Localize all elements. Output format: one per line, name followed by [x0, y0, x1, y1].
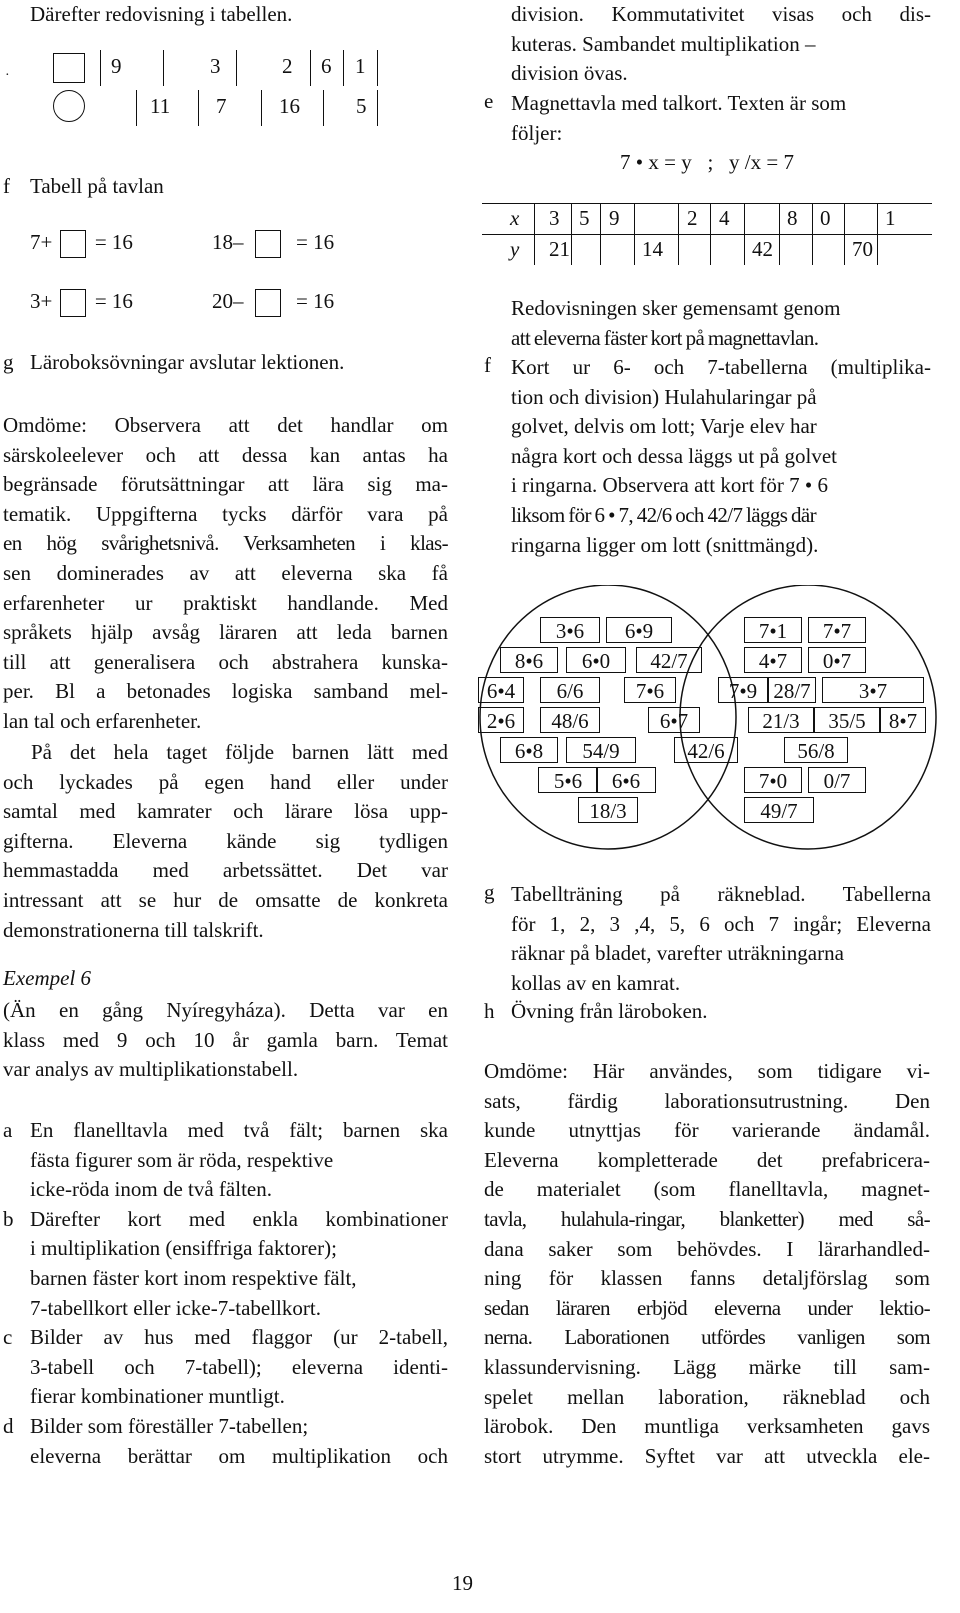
text-line: ning för klassen fanns detaljförslag som [484, 1266, 930, 1291]
venn-card: 42/7 [636, 647, 702, 673]
venn-card: 6•7 [648, 707, 700, 733]
venn-card: 0•7 [808, 647, 866, 673]
equation-right: = 16 [296, 230, 335, 254]
equation-left: 20– [212, 289, 244, 313]
venn-card: 18/3 [578, 797, 638, 823]
venn-card: 49/7 [744, 797, 814, 823]
text-line: spelet mellan laboration, räkneblad och [484, 1384, 930, 1409]
grid-divider [163, 50, 164, 86]
text-line: samtal med kamrater och lärare lösa upp- [3, 799, 448, 824]
text-line: sats, färdig laborationsutrustning. Den [484, 1088, 930, 1113]
venn-card: 6•0 [566, 647, 626, 673]
table-divider [571, 203, 572, 265]
venn-card: 6•9 [606, 617, 672, 643]
formula: 7 • x = y ; y /x = 7 [620, 150, 794, 174]
blank-box [60, 289, 86, 317]
table-divider [534, 203, 535, 265]
grid-divider [343, 50, 344, 86]
x-label: x [510, 206, 520, 230]
redovisning-paragraph [511, 294, 931, 353]
grid-divider [198, 90, 199, 126]
right-top [511, 0, 931, 89]
grid-cell: 3 [210, 54, 221, 78]
venn-card: 7•7 [808, 617, 866, 643]
result-paragraph [3, 738, 448, 945]
venn-card: 6•4 [478, 677, 524, 703]
table-cell: 8 [787, 206, 798, 230]
list-item [3, 1205, 448, 1323]
text-line: klassundervisning. Lägg märke till sam- [484, 1354, 930, 1379]
text-line: var analys av multiplikationstabell. [3, 1057, 299, 1082]
table-cell: 70 [852, 237, 873, 261]
text-line: Tabellträning på räkneblad. Tabellerna [511, 882, 931, 906]
table-divider [678, 203, 679, 265]
item-f-label: f [484, 353, 491, 377]
text-line: Eleverna kompletterade det prefabricera- [484, 1147, 930, 1172]
grid-cell: 1 [355, 54, 366, 78]
text-line: en hög svårighetsnivå. Verksamheten i klas- [3, 531, 448, 556]
list-item [3, 1116, 448, 1205]
venn-card: 21/3 [748, 707, 814, 733]
text-line: räknar på bladet, varefter uträkningarna [511, 941, 844, 966]
text-line: 3-tabell och 7-tabell); eleverna identi- [30, 1354, 448, 1379]
text-line: gifterna. Eleverna kände sig tydligen [3, 828, 448, 853]
page-number: 19 [452, 1571, 473, 1595]
grid-divider [100, 50, 101, 86]
venn-card: 4•7 [744, 647, 802, 673]
item-f-text [511, 353, 931, 560]
exempel-heading: Exempel 6 [3, 966, 92, 990]
text-line: följer: [511, 120, 563, 145]
venn-card: 7•0 [744, 767, 802, 793]
text-line: icke-röda inom de två fälten. [30, 1177, 272, 1202]
equation-right: = 16 [296, 289, 335, 313]
text-line: för 1, 2, 3 ,4, 5, 6 och 7 ingår; Eleverna [511, 911, 931, 936]
text-line: i multiplikation (ensiffriga faktorer); [30, 1236, 337, 1261]
venn-card: 6•8 [500, 737, 558, 763]
venn-card: 8•7 [880, 707, 926, 733]
grid-divider [310, 50, 311, 86]
item-g-label: g [484, 880, 495, 904]
table-divider [779, 203, 780, 265]
text-line: demonstrationerna till talskrift. [3, 917, 264, 942]
grid-cell: 7 [216, 94, 227, 118]
grid-cell: 9 [111, 54, 122, 78]
equation-right: = 16 [94, 230, 133, 254]
grid-cell: 2 [282, 54, 293, 78]
text-line: särskoleelever och att dessa kan antas ha [3, 442, 448, 467]
table-divider [744, 203, 745, 265]
left-column [30, 0, 450, 30]
venn-card: 2•6 [478, 707, 524, 733]
text-line: till att generalisera och abstrahera kunska- [3, 649, 448, 674]
item-f-label: f [3, 174, 10, 198]
venn-card: 7•6 [624, 677, 676, 703]
item-g-label: g [3, 350, 14, 374]
table-cell: 42 [752, 237, 773, 261]
grid-cell: 6 [321, 54, 332, 78]
text-line: kollas av en kamrat. [511, 970, 681, 995]
table-mid-rule [482, 234, 932, 235]
text-line: begränsade förutsättningar att lära sig ma- [3, 472, 448, 497]
blank-box [255, 289, 281, 317]
item-g-text [511, 880, 931, 998]
equation [212, 230, 334, 258]
text-line: På det hela taget följde barnen lätt med [31, 740, 448, 764]
item-f-text: Tabell på tavlan [30, 174, 164, 198]
item-e-text [511, 89, 931, 148]
table-top-rule [482, 203, 932, 204]
text-line: stort utrymme. Syftet var att utveckla ele- [484, 1443, 930, 1468]
text-line: kuteras. Sambandet multiplikation – [511, 31, 816, 56]
text-line: tion och division) Hulahularingar på [511, 384, 817, 409]
text-line: tematik. Uppgifterna tycks därför vara på [3, 501, 448, 526]
venn-card: 7•9 [718, 677, 768, 703]
venn-card: 35/5 [814, 707, 880, 733]
table-divider [710, 203, 711, 265]
text-line: Magnettavla med talkort. Texten är som [511, 91, 847, 115]
table-cell: 14 [642, 237, 663, 261]
text-line: per. Bl a betonades logiska samband mel- [3, 679, 448, 704]
text-line: fästa figurer som är röda, respektive [30, 1147, 334, 1172]
venn-card: 6/6 [540, 677, 600, 703]
table-cell: 21 [549, 237, 570, 261]
table-cell: 0 [820, 206, 831, 230]
text-line: dana saker som behövdes. I lärarhandled- [484, 1236, 930, 1261]
y-label: y [510, 237, 520, 261]
table-cell: 4 [719, 206, 730, 230]
text-line: 7-tabellkort eller icke-7-tabellkort. [30, 1295, 321, 1320]
item-e-label: e [484, 89, 494, 113]
grid-divider [377, 50, 378, 86]
venn-card: 7•1 [744, 617, 802, 643]
text-line: hemmastadda med arbetssättet. Det var [3, 858, 448, 883]
table-divider [877, 203, 878, 265]
text-line: sen dominerades av att eleverna ska få [3, 560, 448, 585]
text-line: i ringarna. Observera att kort för 7 • 6 [511, 473, 828, 498]
table-divider [600, 203, 601, 265]
text-line: Omdöme: Observera att det handlar om [3, 413, 448, 437]
text-line: Bilder som föreställer 7-tabellen; [30, 1413, 309, 1438]
item-h-text: Övning från läroboken. [511, 999, 708, 1023]
text-line: tavla, hulahula-ringar, blanketter) med så- [484, 1206, 930, 1231]
grid-cell: 11 [150, 94, 171, 118]
text-line: sedan läraren erbjöd eleverna under lektio- [484, 1295, 930, 1320]
text-line: golvet, delvis om lott; Varje elev har [511, 414, 817, 439]
grid-cell: 16 [279, 94, 300, 118]
text-line: division övas. [511, 61, 628, 86]
venn-card: 56/8 [784, 737, 848, 763]
grid-cell: 5 [356, 94, 367, 118]
text-line: ringarna ligger om lott (snittmängd). [511, 532, 819, 557]
text-line: erfarenheter ur praktiskt handlande. Med [3, 590, 448, 615]
grid-divider [136, 90, 137, 126]
list-item [3, 1412, 448, 1471]
item-label: a [3, 1118, 13, 1142]
venn-card: 28/7 [768, 677, 816, 703]
text-line: fierar kombinationer muntligt. [30, 1384, 285, 1409]
text-line: kunde utnyttjas för varierande ändamål. [484, 1118, 930, 1143]
text-line: (Än en gång Nyíregyháza). Detta var en [3, 998, 448, 1022]
venn-card: 42/6 [674, 737, 738, 763]
xy-table [482, 203, 932, 265]
item-g-text: Läroboksövningar avslutar lektionen. [30, 350, 345, 374]
text-line: liksom för 6 • 7, 42/6 och 42/7 läggs där [511, 502, 817, 527]
equation [30, 230, 133, 258]
venn-card: 0/7 [808, 767, 866, 793]
circle-shape [53, 90, 85, 122]
equation [212, 289, 334, 317]
text-line: nerna. Laborationen utfördes vanligen som [484, 1325, 930, 1350]
equation-left: 3+ [30, 289, 53, 313]
item-label: b [3, 1206, 14, 1231]
table-cell: 1 [885, 206, 896, 230]
text-line: språkets hjälp avsåg läraren att leda barnen [3, 620, 448, 645]
item-h-label: h [484, 999, 495, 1023]
text-line: och lyckades på egen hand eller under [3, 769, 448, 794]
grid-divider [323, 90, 324, 126]
equation-right: = 16 [94, 289, 133, 313]
omdome-paragraph-right [484, 1057, 930, 1471]
table-divider [844, 203, 845, 265]
text-line: intressant att se hur de omsatte de konkreta [3, 887, 448, 912]
table-divider [634, 203, 635, 265]
table-cell: 3 [549, 206, 560, 230]
text-line: Omdöme: Här användes, som tidigare vi- [484, 1059, 930, 1083]
text-line: Därefter kort med enkla kombinationer [30, 1206, 448, 1231]
list-item [3, 1323, 448, 1412]
text-line: lärobok. Den muntliga verksamheten gavs [484, 1414, 930, 1439]
text-line: klass med 9 och 10 år gamla barn. Temat [3, 1027, 448, 1052]
venn-card: 48/6 [540, 707, 600, 733]
grid-divider [261, 90, 262, 126]
text-line: att eleverna fäster kort på magnettavlan. [511, 325, 819, 350]
item-list [3, 1116, 448, 1471]
shape-grid [53, 50, 383, 126]
table-divider [812, 203, 813, 265]
venn-card: 6•6 [596, 767, 656, 793]
equation-left: 18– [212, 230, 244, 254]
equation-left: 7+ [30, 230, 53, 254]
text-line: eleverna berättar om multiplikation och [30, 1443, 448, 1468]
text-line: lan tal och erfarenheter. [3, 708, 202, 733]
text-line: några kort och dessa läggs ut på golvet [511, 443, 837, 468]
grid-divider [236, 50, 237, 86]
stray-mark: · [5, 68, 10, 83]
grid-divider [377, 90, 378, 126]
table-cell: 9 [609, 206, 620, 230]
text-line: Redovisningen sker gemensamt genom [511, 296, 841, 320]
equation [30, 289, 133, 317]
text-line: barnen fäster kort inom respektive fält, [30, 1265, 357, 1290]
exempel-paragraph [3, 996, 448, 1085]
blank-box [255, 230, 281, 258]
omdome-paragraph [3, 411, 448, 737]
blank-box [60, 230, 86, 258]
text-line: En flanelltavla med två fält; barnen ska [30, 1118, 448, 1142]
text-line: Bilder av hus med flaggor (ur 2-tabell, [30, 1325, 448, 1350]
table-cell: 2 [687, 206, 698, 230]
venn-card: 8•6 [500, 647, 558, 673]
text-line: division. Kommutativitet visas och dis- [511, 2, 931, 26]
venn-diagram [478, 585, 938, 855]
intro-line: Därefter redovisning i tabellen. [30, 2, 293, 26]
text-line: Kort ur 6- och 7-tabellerna (multiplika- [511, 355, 931, 379]
venn-card: 3•7 [822, 677, 924, 703]
venn-card: 5•6 [538, 767, 598, 793]
item-label: d [3, 1413, 14, 1438]
item-label: c [3, 1325, 13, 1350]
square-shape [53, 53, 85, 83]
table-cell: 5 [579, 206, 590, 230]
venn-card: 54/9 [566, 737, 636, 763]
venn-card: 3•6 [540, 617, 600, 643]
text-line: de materialet (som flanelltavla, magnet- [484, 1177, 930, 1202]
